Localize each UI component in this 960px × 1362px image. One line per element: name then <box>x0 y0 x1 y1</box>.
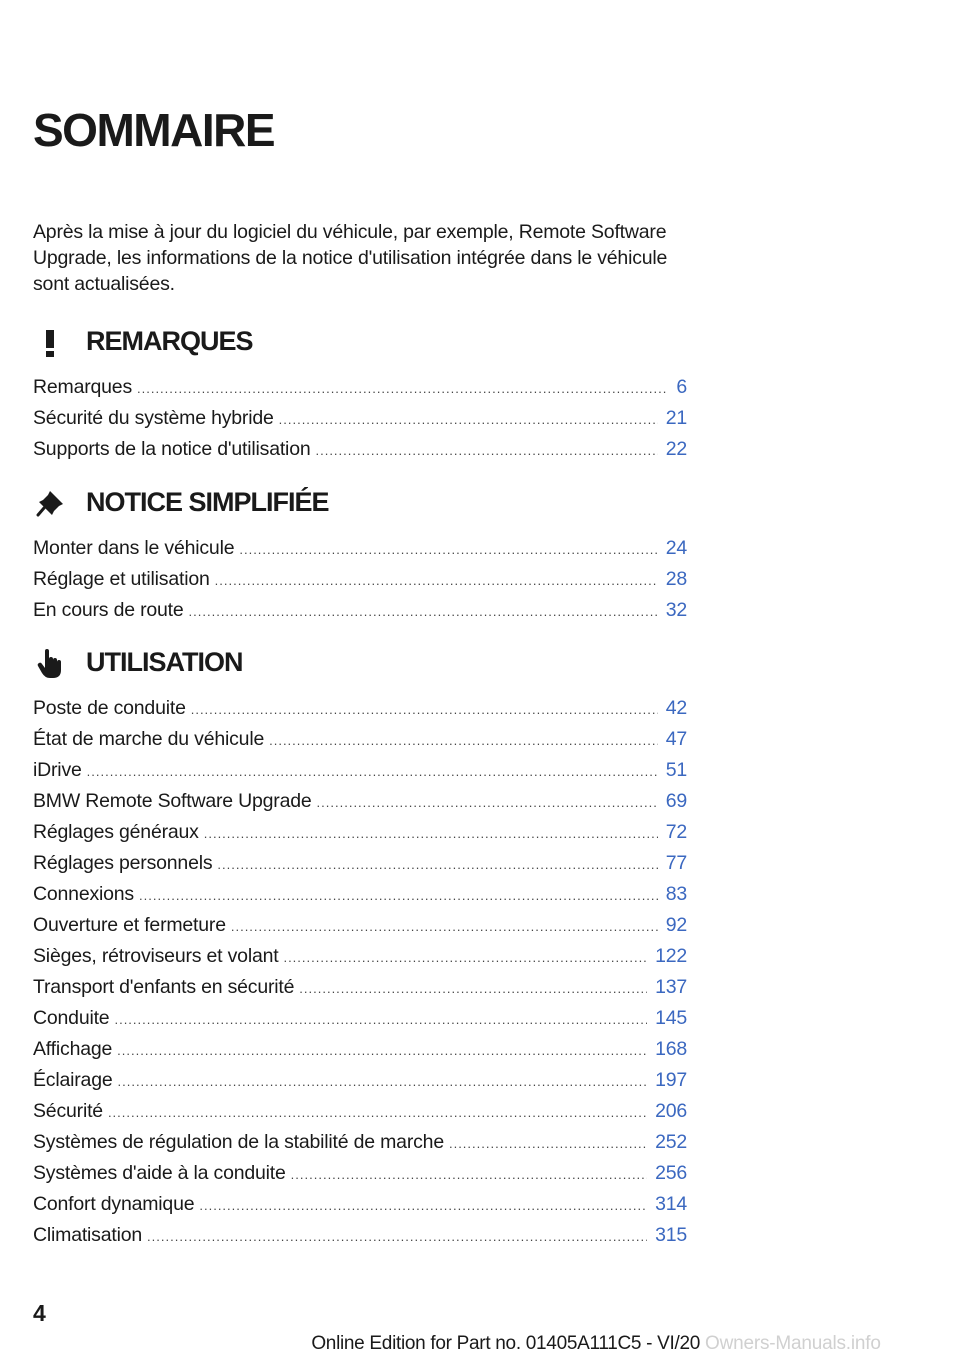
hand-pointer-icon <box>33 647 67 681</box>
toc-entry[interactable] <box>33 1131 687 1162</box>
toc-entry[interactable] <box>33 1162 687 1193</box>
dot-leader <box>299 981 647 996</box>
section-title: UTILISATION <box>86 647 243 677</box>
toc-entry-label: Remarques <box>33 376 132 398</box>
toc-entry-label: Réglage et utilisation <box>33 568 210 590</box>
dot-leader <box>199 1198 647 1213</box>
toc-entry[interactable] <box>33 438 687 469</box>
section-title: REMARQUES <box>86 326 253 356</box>
toc-entry[interactable] <box>33 407 687 438</box>
dot-leader <box>87 764 658 779</box>
section-remarques <box>33 326 687 469</box>
dot-leader <box>283 950 647 965</box>
dot-leader <box>204 826 658 841</box>
toc-page-link[interactable]: 83 <box>665 883 687 905</box>
toc-page-link[interactable]: 69 <box>665 790 687 812</box>
footer-watermark: Owners-Manuals.info <box>705 1333 881 1354</box>
section-header <box>33 326 687 376</box>
pin-icon <box>33 487 67 521</box>
toc-entry-label: Conduite <box>33 1007 110 1029</box>
toc-entry-label: iDrive <box>33 759 82 781</box>
dot-leader <box>279 412 658 427</box>
toc-page-link[interactable]: 42 <box>665 697 687 719</box>
toc-page-link[interactable]: 6 <box>676 376 687 398</box>
toc-entry-label: Sièges, rétroviseurs et volant <box>33 945 279 967</box>
toc-entry[interactable] <box>33 697 687 728</box>
section-utilisation <box>33 647 687 1255</box>
exclamation-icon <box>33 326 67 360</box>
toc-entry[interactable] <box>33 883 687 914</box>
toc-entry[interactable] <box>33 376 687 407</box>
toc-entry[interactable] <box>33 1007 687 1038</box>
toc-entry-label: Monter dans le véhicule <box>33 537 235 559</box>
toc-entry[interactable] <box>33 1069 687 1100</box>
toc-entry[interactable] <box>33 1193 687 1224</box>
section-header <box>33 487 687 537</box>
toc-page-link[interactable]: 122 <box>655 945 687 967</box>
toc-entry-label: Sécurité <box>33 1100 103 1122</box>
toc-entry[interactable] <box>33 1100 687 1131</box>
toc-entry[interactable] <box>33 914 687 945</box>
toc-entry[interactable] <box>33 790 687 821</box>
toc-entry-label: Climatisation <box>33 1224 143 1246</box>
toc-entry[interactable] <box>33 1038 687 1069</box>
toc-page-link[interactable]: 51 <box>665 759 687 781</box>
toc-list <box>33 697 687 1255</box>
toc-entry-label: Réglages généraux <box>33 821 199 843</box>
dot-leader <box>449 1136 647 1151</box>
toc-entry-label: Réglages personnels <box>33 852 213 874</box>
toc-page-link[interactable]: 22 <box>665 438 687 460</box>
dot-leader <box>191 702 658 717</box>
toc-page-link[interactable]: 137 <box>655 976 687 998</box>
toc-entry[interactable] <box>33 599 687 630</box>
toc-page-link[interactable]: 206 <box>655 1100 687 1122</box>
toc-entry-label: Transport d'enfants en sécurité <box>33 976 295 998</box>
intro-paragraph: Après la mise à jour du logiciel du véhicule, par exemple, Remote Software Upgrade, les informations de la notice d'utilisation intégrée dans le véhicule sont actualisées. <box>33 221 668 295</box>
dot-leader <box>317 795 658 810</box>
toc-page-link[interactable]: 72 <box>665 821 687 843</box>
toc-entry-label: Supports de la notice d'utilisation <box>33 438 311 460</box>
toc-page-link[interactable]: 145 <box>655 1007 687 1029</box>
toc-list <box>33 537 687 630</box>
toc-entry[interactable] <box>33 945 687 976</box>
toc-page-link[interactable]: 28 <box>665 568 687 590</box>
toc-entry[interactable] <box>33 821 687 852</box>
dot-leader <box>291 1167 647 1182</box>
toc-page-link[interactable]: 24 <box>665 537 687 559</box>
toc-entry[interactable] <box>33 976 687 1007</box>
toc-entry-label: Systèmes de régulation de la stabilité de marche <box>33 1131 444 1153</box>
footer-edition: Online Edition for Part no. 01405A111C5 - VI/20 <box>311 1333 700 1354</box>
toc-entry-label: En cours de route <box>33 599 184 621</box>
section-title: NOTICE SIMPLIFIÉE <box>86 487 329 517</box>
toc-entry[interactable] <box>33 1224 687 1255</box>
page-number: 4 <box>33 1300 46 1326</box>
toc-entry[interactable] <box>33 537 687 568</box>
toc-entry-label: Sécurité du système hybride <box>33 407 274 429</box>
dot-leader <box>189 604 658 619</box>
toc-entry-label: Confort dynamique <box>33 1193 195 1215</box>
dot-leader <box>217 857 657 872</box>
dot-leader <box>239 542 657 557</box>
toc-page-link[interactable]: 32 <box>665 599 687 621</box>
toc-entry-label: Connexions <box>33 883 134 905</box>
toc-page-link[interactable]: 168 <box>655 1038 687 1060</box>
toc-entry[interactable] <box>33 852 687 883</box>
toc-entry-label: Systèmes d'aide à la conduite <box>33 1162 286 1184</box>
dot-leader <box>147 1229 647 1244</box>
dot-leader <box>315 443 657 458</box>
toc-entry[interactable] <box>33 728 687 759</box>
toc-page-link[interactable]: 315 <box>655 1224 687 1246</box>
toc-page-link[interactable]: 47 <box>665 728 687 750</box>
toc-entry-label: Éclairage <box>33 1069 113 1091</box>
toc-page-link[interactable]: 92 <box>665 914 687 936</box>
toc-entry-label: BMW Remote Software Upgrade <box>33 790 312 812</box>
toc-page-link[interactable]: 21 <box>665 407 687 429</box>
toc-list <box>33 376 687 469</box>
section-notice-simplifiee <box>33 487 687 630</box>
toc-entry-label: Poste de conduite <box>33 697 186 719</box>
toc-page-link[interactable]: 256 <box>655 1162 687 1184</box>
toc-entry-label: État de marche du véhicule <box>33 728 265 750</box>
toc-page-link[interactable]: 197 <box>655 1069 687 1091</box>
dot-leader <box>117 1043 647 1058</box>
page-title: SOMMAIRE <box>33 104 274 156</box>
toc-entry[interactable] <box>33 568 687 599</box>
dot-leader <box>114 1012 647 1027</box>
toc-entry[interactable] <box>33 759 687 790</box>
dot-leader <box>108 1105 647 1120</box>
toc-entry-label: Ouverture et fermeture <box>33 914 226 936</box>
toc-page-link[interactable]: 77 <box>665 852 687 874</box>
toc-page-link[interactable]: 252 <box>655 1131 687 1153</box>
dot-leader <box>137 381 668 396</box>
dot-leader <box>231 919 658 934</box>
dot-leader <box>269 733 658 748</box>
dot-leader <box>118 1074 648 1089</box>
toc-entry-label: Affichage <box>33 1038 113 1060</box>
toc-page-link[interactable]: 314 <box>655 1193 687 1215</box>
section-header <box>33 647 687 697</box>
dot-leader <box>215 573 658 588</box>
dot-leader <box>139 888 658 903</box>
